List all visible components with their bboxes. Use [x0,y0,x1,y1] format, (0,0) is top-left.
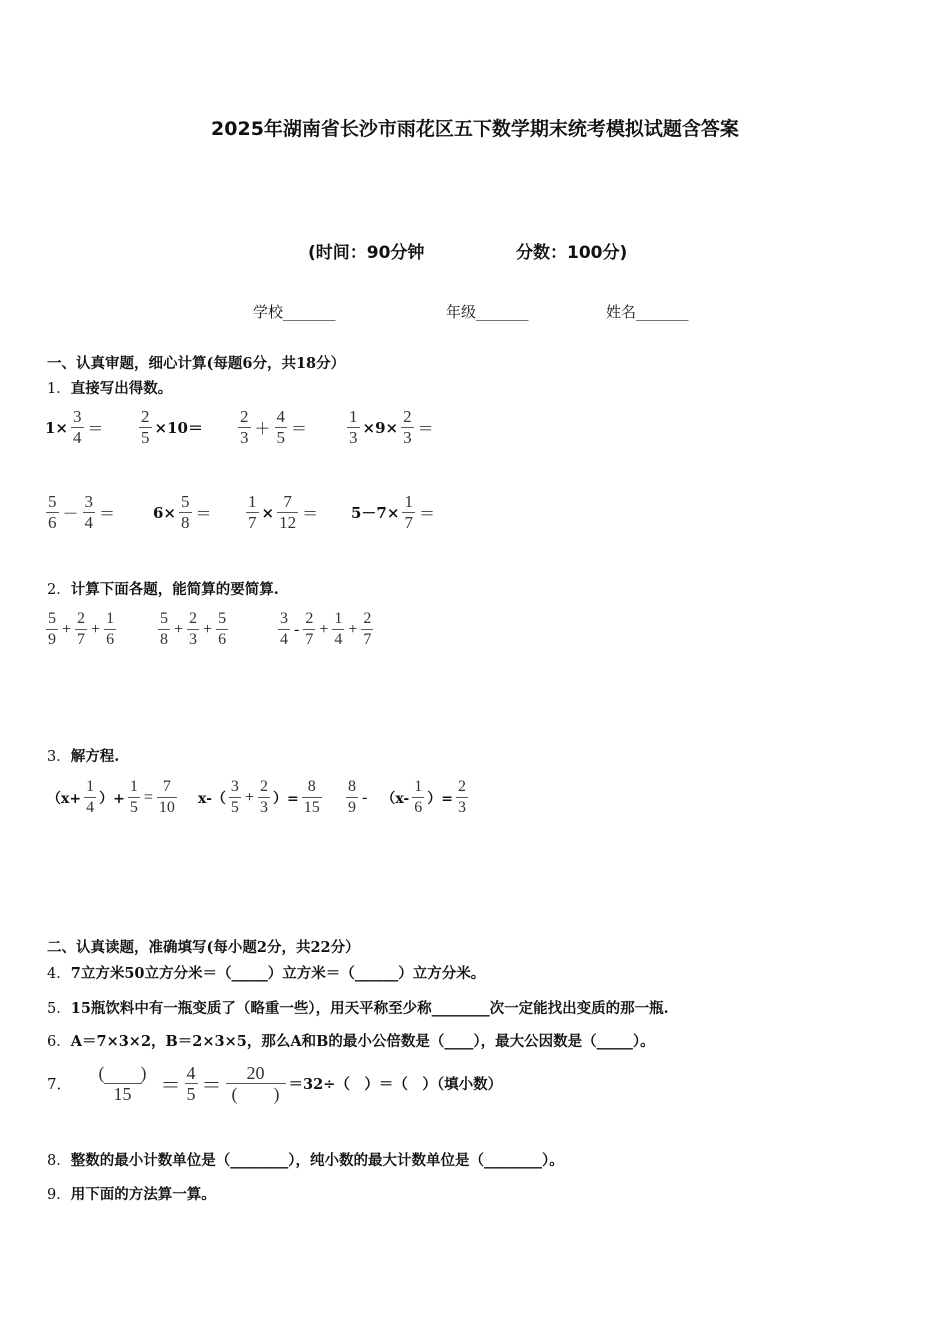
page-title: 2025年湖南省长沙市雨花区五下数学期末统考模拟试题含答案 [211,118,739,140]
fraction: $\frac{1}{6}$ [414,778,423,816]
fraction: $\frac{2}{3}$ [189,610,198,648]
fraction: $\frac{5}{9}$ [48,610,56,648]
score-label: 分数：100分) [516,243,628,263]
expr-1-3: $\frac{2}{3}$ ＋ $\frac{4}{5}$ ＝ [240,407,308,447]
fraction: $\frac{2}{3}$ [259,778,268,816]
question-5: 5．15瓶饮料中有一瓶变质了（略重一些），用天平称至少称________次一定能找出变质的那一瓶. [47,1000,669,1017]
fraction: $\frac{3}{4}$ [73,407,82,447]
fraction: $\frac{1}{4}$ [334,610,343,648]
fraction: $\frac{3}{5}$ [230,778,239,816]
grade-field[interactable]: 年级_______ [446,303,529,321]
expr-1-7: $\frac{1}{7}$ × $\frac{7}{12}$ ＝ [248,492,319,532]
fraction: $\frac{7}{12}$ [279,492,297,532]
section-2-heading: 二、认真读题，准确填写(每小题2分，共22分） [47,939,360,956]
school-field[interactable]: 学校_______ [253,303,336,321]
question-2: 2．计算下面各题，能简算的要简算. [47,581,279,598]
expr-1-2: $\frac{2}{5}$ ×10＝ [141,407,203,447]
equation-3-1: （x+ $\frac{1}{4}$ ）+ $\frac{1}{5}$ = $\frac{7}{10}$ [47,778,175,816]
question-1: 1．直接写出得数。 [47,380,173,397]
fraction: $\frac{7}{10}$ [158,778,175,816]
question-6: 6．A＝7×3×2，B＝2×3×5，那么A和B的最小公倍数是（____），最大公因数是（_____）。 [47,1033,655,1050]
fraction: $\frac{5}{6}$ [218,610,227,648]
fraction: $\frac{2}{7}$ [305,610,314,648]
fraction: $\frac{2}{7}$ [77,610,86,648]
fraction: $\frac{2}{7}$ [363,610,372,648]
fraction: $\frac{5}{8}$ [181,492,190,532]
fraction: $\frac{2}{3}$ [240,407,249,447]
fraction: $\frac{4}{5}$ [276,407,286,447]
fraction: $\frac{3}{4}$ [84,492,94,532]
question-7: 7． $\frac{( )}{15}$ ＝ $\frac{4}{5}$ ＝ $\frac{20}{( )}$ ＝32÷（ ）＝（ ）（填小数） [47,1063,503,1104]
fraction: $\frac{1}{5}$ [129,778,138,816]
fraction: $\frac{1}{6}$ [106,610,115,648]
fraction: $\frac{1}{4}$ [86,778,95,816]
expr-1-6: 6× $\frac{5}{8}$ ＝ [153,492,212,532]
question-8: 8．整数的最小计数单位是（________），纯小数的最大计数单位是（________）。 [47,1152,564,1169]
fraction: $\frac{( )}{15}$ [98,1063,147,1104]
equation-3-3: $\frac{8}{9}$ - （x- $\frac{1}{6}$ ）= $\frac{2}{3}$ [348,778,466,816]
fraction: $\frac{5}{8}$ [160,610,168,648]
fraction: $\frac{1}{7}$ [404,492,413,532]
fraction: $\frac{2}{3}$ [403,407,412,447]
question-9: 9．用下面的方法算一算。 [47,1186,216,1203]
fraction: $\frac{1}{7}$ [248,492,257,532]
fraction: $\frac{20}{( )}$ [226,1063,286,1104]
expr-1-8: 5－7× $\frac{1}{7}$ ＝ [351,492,435,532]
fraction: $\frac{8}{9}$ [348,778,356,816]
question-4: 4．7立方米50立方分米＝（_____）立方米＝（______）立方分米。 [47,965,486,982]
expr-1-4: $\frac{1}{3}$ ×9× $\frac{2}{3}$ ＝ [349,407,434,447]
equation-3-2: x-（ $\frac{3}{5}$ + $\frac{2}{3}$ ）= $\frac{8}{15}$ [198,778,320,816]
expr-2-3: $\frac{3}{4}$ - $\frac{2}{7}$ + $\frac{1}{4}$ + $\frac{2}{7}$ [280,610,372,648]
fraction: $\frac{3}{4}$ [280,610,288,648]
expr-2-2: $\frac{5}{8}$ + $\frac{2}{3}$ + $\frac{5}{6}$ [160,610,227,648]
fraction: $\frac{1}{3}$ [349,407,358,447]
question-3: 3．解方程. [47,748,120,765]
name-field[interactable]: 姓名_______ [606,303,689,321]
fraction: $\frac{2}{3}$ [457,778,466,816]
fraction: $\frac{2}{5}$ [141,407,150,447]
expr-1-5: $\frac{5}{6}$ － $\frac{3}{4}$ ＝ [48,492,116,532]
fraction: $\frac{8}{15}$ [303,778,320,816]
expr-2-1: $\frac{5}{9}$ + $\frac{2}{7}$ + $\frac{1}{6}$ [48,610,115,648]
section-1-heading: 一、认真审题，细心计算(每题6分，共18分） [47,355,346,372]
expr-1-1: 1× $\frac{3}{4}$ ＝ [45,407,104,447]
fraction: $\frac{5}{6}$ [48,492,57,532]
time-label: (时间：90分钟 [308,243,425,263]
fraction: $\frac{4}{5}$ [186,1063,196,1104]
